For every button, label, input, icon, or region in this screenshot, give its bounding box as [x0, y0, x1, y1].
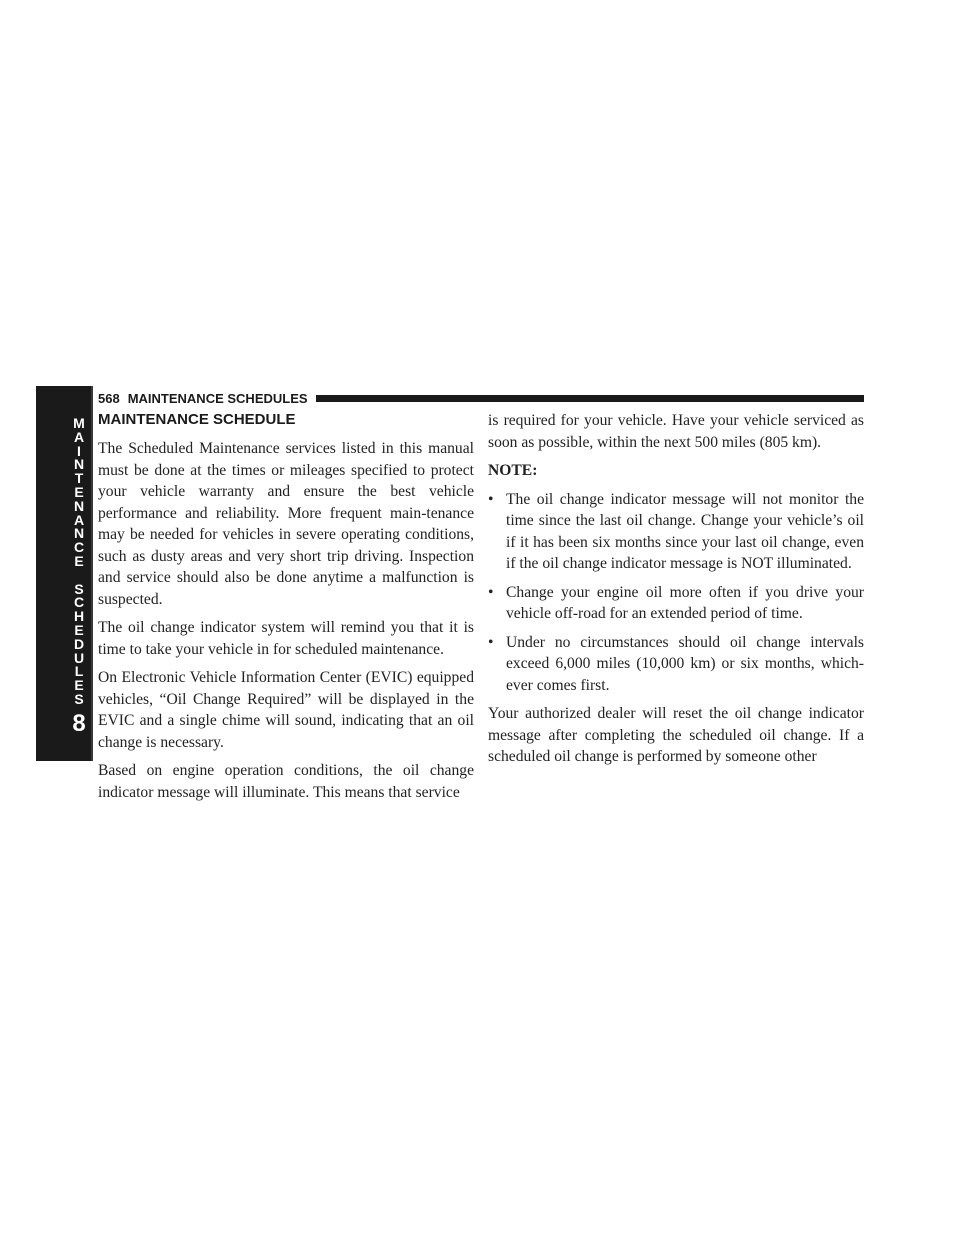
chapter-side-tab-label — [73, 417, 85, 707]
side-tab-letter: H — [73, 608, 85, 625]
side-tab-letter: E — [74, 621, 84, 638]
body-paragraph: The oil change indicator system will remind you that it is time to take your vehicle in for scheduled maintenance. — [98, 619, 474, 658]
body-paragraph: The Scheduled Maintenance services listed in this manual must be done at the times or mileages specified to protect your vehicle warranty and ensure the best vehicle performance and reliability. More frequent main-tenance may be needed for vehicles in severe operating conditions, such as dusty areas and very short trip driving. Inspection and service should also be done anytime a malfunction is suspected. — [98, 440, 474, 608]
side-tab-letter: S — [74, 580, 84, 597]
side-tab-letter: E — [74, 552, 84, 569]
running-header-title: MAINTENANCE SCHEDULES — [127, 390, 308, 406]
side-tab-letter: L — [74, 663, 84, 680]
list-item — [488, 582, 864, 625]
chapter-number: 8 — [72, 710, 86, 737]
side-tab-letter: M — [73, 415, 85, 431]
bullet-glyph: • — [488, 490, 494, 508]
side-tab-letter: N — [73, 497, 85, 514]
header-rule — [316, 395, 864, 402]
list-item — [488, 632, 864, 697]
bullet-text: Under no circumstances should oil change intervals exceed 6,000 miles (10,000 km) or six months, which-ever comes first. — [506, 633, 864, 694]
section-heading: MAINTENANCE SCHEDULE — [98, 411, 296, 428]
side-tab-letter: A — [73, 511, 85, 528]
side-tab-letter: E — [74, 677, 84, 694]
side-tab-letter: N — [73, 525, 85, 542]
note-bullet-list — [488, 489, 864, 697]
side-tab-letter: C — [73, 594, 85, 611]
side-tab-letter: D — [73, 635, 85, 652]
side-tab-letter: A — [73, 428, 85, 445]
body-paragraph: is required for your vehicle. Have your vehicle serviced as soon as possible, within the next 500 miles (805 km). — [488, 412, 864, 451]
running-header — [98, 391, 864, 405]
body-paragraph: On Electronic Vehicle Information Center (EVIC) equipped vehicles, “Oil Change Required” will be displayed in the EVIC and a single chime will sound, indicating that an oil change is necessary. — [98, 669, 474, 751]
side-tab-letter: I — [77, 442, 81, 459]
bullet-text: The oil change indicator message will not monitor the time since the last oil change. Change your vehicle’s oil if it has been six months since your last oil change, even if the oil change indicator message is NOT illuminated. — [506, 490, 864, 572]
side-tab-letter: N — [73, 456, 85, 473]
side-tab-letter: U — [73, 649, 85, 666]
side-tab-letter: E — [74, 483, 84, 500]
list-item — [488, 489, 864, 575]
side-tab-letter: C — [73, 539, 85, 556]
left-column — [98, 410, 474, 810]
right-column — [488, 410, 864, 775]
bullet-text: Change your engine oil more often if you drive your vehicle off-road for an extended period of time. — [506, 583, 864, 622]
side-tab-letter: S — [74, 690, 84, 707]
body-paragraph: Based on engine operation conditions, the oil change indicator message will illuminate. This means that service — [98, 762, 474, 801]
bullet-glyph: • — [488, 633, 494, 651]
page-number: 568 — [98, 390, 120, 406]
note-label: NOTE: — [488, 462, 538, 479]
side-tab-letter: T — [74, 470, 84, 487]
body-paragraph: Your authorized dealer will reset the oil change indicator message after completing the scheduled oil change. If a scheduled oil change is performed by someone other — [488, 705, 864, 765]
bullet-glyph: • — [488, 583, 494, 601]
